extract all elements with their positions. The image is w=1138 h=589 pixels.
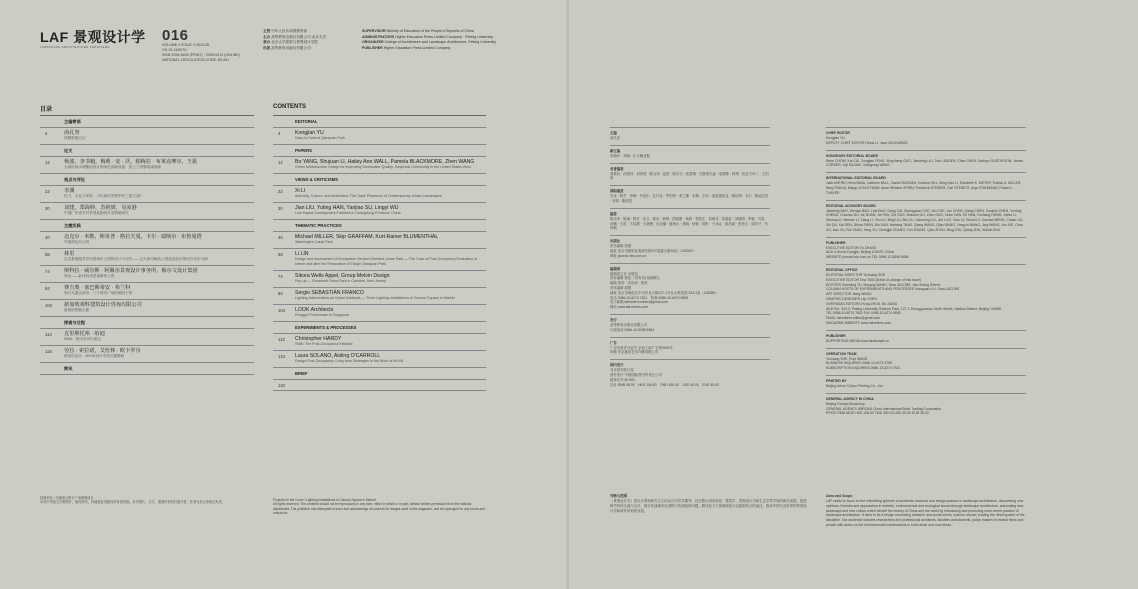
toc-title: Diary to Defend Qiaoyuan Park (295, 136, 345, 141)
toc-entry (40, 232, 254, 249)
toc-page-number: 92 (278, 290, 283, 296)
toc-section-heading: VIEWS & CRITICISMS (273, 174, 486, 186)
toc-entry (40, 186, 254, 203)
toc-page-number: 134 (278, 382, 285, 388)
toc-page-number: 4 (45, 131, 48, 136)
staff-heading: 名誉编委 (610, 166, 624, 171)
staff-text: 杰克 · 阿亨 · 李嵘 · 丹尼尔 · 扎什克 · 罗伯特 · 弗兰斯 · 米勒 · 王昀 · 弗雷德里克 · 斯坦纳 · 卡尔 · 斯坦尼茨 · 安妮 · 斯派恩 (610, 194, 769, 203)
staff-heading: 副主编 (610, 148, 621, 153)
staff-heading: 主编 (610, 131, 617, 135)
toc-title: Green Infrastructure Design for Improving Stormwater Quality: Daybreak Community in the United States West (295, 165, 471, 170)
toc-page-number: 124 (45, 349, 52, 354)
toc-entry (273, 157, 486, 174)
staff-text: 周维权 · 孙筱祥 · 刘家琨 · 陈为邦 · 崔愷 · 陈可石 · 凯瑟琳 · 古斯塔夫森 · 詹姆斯 · 科纳 · 佐佐木叶二 · 王向荣 (610, 171, 769, 181)
toc-entry (273, 186, 486, 203)
toc-author: Kongjian YU (295, 130, 324, 136)
toc-author: 杨波，李书魁，梅莉 · 安 · 沃，帕梅拉 · 布莱克摩尔，王振 (64, 159, 198, 165)
toc-entry (40, 249, 254, 266)
toc-entry (273, 380, 486, 391)
toc-author: Sikora Wells Appel, Group Melvin Design (295, 272, 390, 279)
toc-entry (40, 157, 254, 174)
sponsor-label: SUPERVISOR (362, 29, 387, 33)
toc-title: 权力、文化与审美：当代城市景观中的三重“幻象” (64, 194, 142, 199)
toc-page-number: 12 (45, 160, 50, 165)
staff-text: SUPPORTING MEDIA www.landscape.cn (826, 338, 889, 343)
toc-entry (273, 305, 486, 322)
sponsor-label: 承办 (263, 40, 272, 45)
sponsor-text: 中华人民共和国教育部 (271, 29, 308, 33)
toc-title: 弹出——新泽西州普莱斯顿公园 (64, 274, 115, 279)
toc-section-heading: EXPERIMENTS & PROCESSES (273, 322, 486, 334)
toc-page-number: 92 (45, 286, 50, 291)
sponsor-text: Higher Education Press Limited Company · Peking University (395, 34, 493, 39)
staff-text: 俞孔坚 (610, 136, 621, 140)
toc-author: 刘建，郑海婷，苏艳妍，吴凌港 (64, 205, 137, 211)
about-cn-heading: 刊物与范围 (610, 494, 627, 498)
staff-block (610, 163, 770, 182)
toc-author: Xi LI (295, 188, 306, 194)
toc-page-number: 74 (45, 269, 50, 274)
staff-block (826, 150, 1026, 169)
staff-text: 高等教育出版社有限公司 订阅电话 0086-10-5298 6664 (610, 322, 655, 332)
toc-entry (40, 203, 254, 220)
about-en-heading: Aims and Scope (826, 494, 853, 498)
staff-heading: 编委 (610, 211, 617, 216)
toc-entry (273, 271, 486, 288)
toc-section-heading: 主题实践 (40, 220, 254, 232)
staff-heading: PUBLISHER (826, 333, 846, 338)
toc-author: 新加坡观科建筑设计咨询有限公司 (64, 302, 142, 308)
toc-title: Washington Canal Park (295, 240, 333, 245)
staff-text: 北京报刊发行局 国外发行 中国国际图书贸易总公司 邮发代号 80-961 定价 RMB 58.00 HKD 108.00 TWD 450.00 USD 40.00 EUR 35.00 (610, 368, 719, 387)
cover-note-cn: 封面项目 / 马德里丘埃卡广场照明设计 本刊中刊登文字和图片，版权所有，转载需征得版权所有者同意。本刊图片、文字、插图所有权归原作者，作者为其文章观点负责。 (40, 496, 225, 505)
sponsor-text: Ministry of Education of the People's Republic of China (386, 29, 474, 33)
toc-title: 使用后设计：MVVA设计中的长期策略 (64, 354, 125, 359)
toc-entry (40, 266, 254, 283)
staff-text: Beijing Artron Colour Printing Co., Ltd. (826, 383, 884, 388)
toc-en-body (273, 116, 486, 391)
toc-author: Jian LIU, Yuting HAN, Yanjiao SU, Lingyi WU (295, 205, 399, 211)
toc-page-number: 22 (45, 189, 50, 194)
staff-heading: 国际编委 (610, 189, 624, 194)
sponsors-chinese (263, 29, 358, 51)
toc-section-heading: PAPERS (273, 145, 486, 157)
staff-heading: 发行 (610, 317, 617, 322)
toc-entry (273, 128, 486, 145)
toc-title: SWA：使用后评价测定 (64, 337, 101, 342)
staff-text: Beijing Foreign Bookshop GENERAL AGENCY ABROAD China International Book Trading Corporation PRICE RMB 58.00 HKD 108.00 TWD 450.00 USD 40.00 EUR 35.00 (826, 401, 942, 416)
toc-section-heading: 探索与过程 (40, 317, 254, 329)
sponsor-text: College of Architecture and Landscape Architecture, Peking University (384, 40, 497, 45)
toc-entry (273, 249, 486, 271)
toc-entry (273, 351, 486, 368)
staff-block (610, 359, 770, 387)
toc-page-number: 58 (45, 252, 50, 257)
about-en-text: LAF seeks to focus on the interesting spheres of academic research and design practice in landscape architecture, discovering new opinions, theories and approaches in esthetic, environmental and ecological issues through landscape architecture, advocating new landscape and new culture which benefit the beauty of China and the world by introducing and promoting most recent practice of landscape architecture. It aims to be a bridge connecting research and social needs, science and art, leading the development of the discipline. Our audience includes researchers and professional architects, faculties and students, policy makers in related fields and people with works on the environmental constructions in both urban and rural areas. (826, 499, 1025, 527)
staff-block (610, 127, 770, 141)
staff-block (826, 348, 1026, 371)
toc-page-number: 30 (278, 206, 283, 211)
toc-title: Lighting Interventions as Urban Catalysts — Three Lighting Installations in Chueca Square in Madrid (295, 296, 455, 300)
staff-heading: 国内发行 (610, 363, 624, 368)
sponsor-label: ORGANIZER (362, 40, 385, 45)
toc-page-number: 74 (278, 273, 283, 279)
toc-entry (40, 300, 254, 317)
toc-author: Li LIN (295, 251, 309, 257)
sponsor-label: PUBLISHER (362, 45, 384, 50)
staff-text: 陈永军 · 陈海 · 程冬 · 邓卫 · 郭庆 · 韩锋 · 侯晓蕾 · 黄莉 · 李凯生 · 刘海龙 · 刘滨谊 · 刘晓明 · 罗毅 · 马春 · 孙鹏 · 王浩 · 王绍增 · 王晓俊 · 吴良镛 · 夏海山 · 谢纯 · 杨锐 · 易彬 · 于冰沁 · 俞昌斌 · 张晋石 · 周年兴 · 朱育帆 (610, 216, 768, 231)
toc-title: Design and Assessment of Ecosystem Service-Oriented Urban Park — The Case of Post Occupancy Evaluation of before and after the Restoration of Tianjin Qiaoyuan Park (295, 257, 478, 266)
staff-block (610, 235, 770, 258)
toc-author: 林里 (64, 251, 75, 257)
toc-page-number: 113 (278, 336, 285, 342)
toc-title-cn: 目录 (40, 104, 254, 116)
logo-text: LAF 景观设计学 (40, 29, 146, 45)
sponsor-text: 北京大学建筑与景观设计学院 (271, 40, 318, 45)
toc-title: 新加坡榜鹅长廊 (64, 308, 90, 313)
toc-entry (273, 203, 486, 220)
toc-title: 华盛顿运河公园 (64, 240, 90, 245)
toc-entry (40, 329, 254, 346)
staff-list-chinese (610, 127, 770, 391)
cover-note-en: Projects on the Cover / Lighting Installations in Chueca Square in Madrid All rights reserved. The contents should not be reproduced in any form, either in whole or in part, without written permission from the editorial department. The publisher has attempted to trace and acknowledge all sources for images used in this magazine, and we apologize for any errors and omissions. (273, 498, 485, 516)
toc-title-en: CONTENTS (273, 104, 486, 116)
toc-author: 斯科拉 · 威尔斯 · 阿佩尔景观设计事务所，梅尔文设计集团 (64, 268, 198, 274)
staff-text: EDITORIAL DIRECTOR Yichuang SHE EXECUTIVE EDITOR Tina TIAN (Editor-in-charge of this issue) EDITORS Xiaoming TU, Meyang WANG, Sara JACOBS, Jian Zhang Sriterd COLUMN HOSTS OF EXPERIMENTS AND PROCESSES Xiaoquan LIU, Sara JACOBS ART DIRECTOR Jiang WANG GRAPHIC DESIGNER Lily CHEN OVERSEAS EDITORS Hong ZHOU, Bo JIANG ADD Rm. 303-3, Peking University Science Park, 127-1 Zhongguancun North Street, Haidian District, Beijing 100080 TEL 0086-10-6274 7821 FAX 0086-10-6274 5605 EMAIL lafrontiers.editor@gmail.com MAGAZINE WEBSITE www.lafrontiers.com (826, 272, 1002, 325)
toc-page-number: 40 (45, 235, 50, 240)
toc-title: Low Impact Development Facilities in Guangdong Province, China (295, 211, 401, 216)
about-en (826, 494, 1026, 528)
toc-author: Bo YANG, Shujuan LI, Hailey Ann WALL, Pamela BLACKMORE, Zhen WANG (295, 159, 475, 165)
toc-page-number: 30 (45, 206, 50, 211)
staff-text: 编辑部主任 余娟宜 常务编辑 郭佳（具有执行编辑权） 编辑 张筠 · 宋东丽 · 蒋昊 美术编辑 胡慧 地址 北京市海淀区中关村北大街127-1号北太科技园 303-3室（100080） 电话 0086-10-6274 7821 传真 0086-10-6274 5505 电子邮箱 lafrontiers.editor@gmail.com 网站 www.lafrontiers.com (610, 271, 719, 310)
toc-author: 俞孔坚 (64, 130, 80, 136)
toc-section-heading: 简讯 (40, 363, 254, 375)
staff-text: Jiasheng BAO, Wenqiu BAO, Lina BAO, Gang CAI, Shengquan CHE, Wu CHE, Jun CHEN, Qiang CHEN, Tongbin CHEN, Yuming CHENG, Chunlan DU, Jie DUAN, Jie FAN, Chi GAO, Zhaobin GU, Zhen GUO, Linke HAN, Ke HAN, Fuchang HONG, Jinhui LI, Shuhua LI, Wenlan LI, Xiang LI, Yin LIU, Bing LIU, Bei LIU, Xiaoming LIU, Jun LUO, Xiao LV, Zhuoli LV, Xuemei MENG, Chuan OU, Shi QU, Kai REN, Dihua SHEN, Bin SUN, Haiming TANG, Qiang WANG, Qian WANG, Yongxin WANG, Jing WANG, Jun XIE, Chun XU, Jian XU, Rui YANG, Yang YU, Chongjie ZHANG, Yun ZHANG, Qian ZHOU, Bing ZHU, Qiang ZHU, Xiaolin ZHU (826, 208, 1024, 232)
toc-section-heading: 观点与评论 (40, 174, 254, 186)
toc-author: Laura SOLANO, Aisling O'CARROLL (295, 352, 381, 359)
toc-author: 李溪 (64, 188, 75, 194)
issue-line: CN 10-1105/TU (162, 48, 187, 52)
toc-section-heading: 论文 (40, 145, 254, 157)
sponsor-text: 高等教育出版社有限公司 (271, 45, 311, 50)
logo-subtitle: LANDSCAPE ARCHITECTURE FRONTIERS (40, 46, 110, 49)
toc-section-heading: EDITORIAL (273, 116, 486, 128)
staff-heading: 广告 (610, 340, 617, 345)
staff-heading: HONORARY EDITORIAL BOARD (826, 153, 879, 158)
staff-block (610, 337, 770, 356)
staff-block (826, 393, 1026, 416)
sponsor-label: 主管 (263, 29, 272, 33)
toc-entry (273, 334, 486, 351)
toc-title: 中国广东省乡村景观低影响开发策略研究 (64, 211, 129, 216)
staff-list-english (826, 127, 1026, 420)
staff-block (826, 237, 1026, 260)
issue-lines (162, 43, 240, 63)
issue-line: ISSN 2095-5405 (PRINT) · 2095-5413 (ONLINE) (162, 53, 240, 57)
toc-author: 赛吉奥 · 塞巴斯蒂安 · 弗兰科 (64, 285, 131, 291)
toc-title: SWA: The Post-Occupancy Initiative (295, 342, 353, 346)
toc-page-number: 113 (45, 332, 52, 337)
staff-block (610, 185, 770, 204)
toc-title: 钱塘野趣日记 (64, 136, 86, 141)
staff-text: 李迪华 · 邓晓 · 扎卡赖亚斯 (610, 153, 650, 158)
issue-line: NATIONAL CIRCULATION CODE: 80-961 (162, 58, 230, 62)
staff-text: Jack AHERN, Henri BAVA, Catherin BULL, Daniel DAZNIKA, Kristina HILL, Ming-Han LI, Elizabeth K. MEYER, Patrick A. MILLER, Mary PADUA, Margo SCHLEYMAN, Anne Whiston SPIRN, Frederick STEINER, Carl STEINITZ, Anja STAHMANN, Robert L. THAYER (826, 181, 1022, 195)
sponsor-label: 出版 (263, 45, 272, 50)
staff-heading: OPERATION TEAM (826, 351, 857, 356)
staff-block (826, 264, 1026, 326)
toc-page-number: 124 (278, 353, 285, 359)
sponsor-text: 高等教育出版社有限公司 北京大学 (271, 34, 327, 39)
toc-english (273, 104, 486, 391)
about-cn-text: 《景观设计学》是以专著和研究为主的双月刊学术期刊，旨在整合城市规划、建筑学、景观设计学和生态学等学科的研究成果，促进跨学科的交流与合作，探讨快速城市化进程中所面临的问题。期刊致力于探索理论与实践相结合的途径，推动中国乃至世界的景观设计学和城乡规划的发展。 (610, 499, 807, 513)
issue-info (162, 28, 240, 63)
staff-block (826, 172, 1026, 195)
toc-entry (273, 232, 486, 249)
issue-line: VOLUME 4 ISSUE 4 2015.08 (162, 43, 209, 47)
toc-chinese (40, 104, 254, 375)
toc-cn-body (40, 116, 254, 375)
toc-page-number: 58 (278, 252, 283, 257)
staff-heading: EDITORIAL OFFICE (826, 267, 858, 272)
toc-author: Sergio SEBASTIÁN FRANCO (295, 289, 364, 296)
toc-entry (40, 128, 254, 145)
toc-section-heading: THEMATIC PRACTICES (273, 220, 486, 232)
staff-heading: EDITORIAL ADVISORY BOARD (826, 203, 876, 208)
toc-title: Pop-up — Roosevelt Plaza Park in Camden, New Jersey (295, 279, 386, 283)
staff-text: 广告经营许可证号 京西工商广字第0430号 印刷 北京雅昌艺术印刷有限公司 (610, 345, 673, 355)
staff-block (610, 145, 770, 159)
laf-logo (40, 30, 146, 49)
toc-author: 克里斯托弗 · 哈迪 (64, 331, 105, 337)
toc-title: 为城市雨水调蓄而设计的绿色基础设施：昆士兰州黎明溪流域 (64, 165, 162, 170)
staff-text: Rene CHOW, Kai CUI, Zongjian FENG, Xingcheng GUO, Jianming LIU, Tom LEADER, Chao CHEN, Kathryn GUSTAFSON, James CORNER, Yoji SASAKI, Xiangrong WANG (826, 158, 1024, 168)
staff-heading: PUBLISHER (826, 240, 846, 245)
staff-heading: GENERAL AGENCY IN CHINA (826, 396, 874, 401)
staff-heading: 编辑部 (610, 266, 621, 271)
toc-title: 用灯光激活城市：三个城市广场的照明干预 (64, 291, 133, 296)
about-cn (610, 494, 810, 513)
toc-entry (40, 283, 254, 300)
staff-block (826, 375, 1026, 389)
toc-entry (273, 288, 486, 305)
toc-section-heading: 主编寄语 (40, 116, 254, 128)
toc-title: Authority, Culture, and Aesthetics: The Triple Phantoms of Contemporary Urban Landscapes (295, 194, 442, 199)
toc-page-number: 12 (278, 160, 283, 165)
staff-heading: PRINTED BY (826, 378, 847, 383)
staff-text: Kongjian YU DEPUTY CHIEF EDITOR Dihua LI, Jane ZACHARIAS (826, 136, 908, 145)
toc-page-number: 22 (278, 189, 283, 194)
staff-block (610, 263, 770, 310)
staff-block (826, 200, 1026, 233)
toc-page-number: 4 (278, 131, 281, 136)
toc-title: Design Post-Occupancy: Long-term Strategies in the Work of MVVA (295, 359, 404, 363)
toc-page-number: 104 (45, 303, 52, 308)
issue-number: 016 (162, 27, 189, 44)
toc-author: 劳拉 · 索拉诺，艾丝林 · 欧卡罗尔 (64, 348, 141, 354)
staff-block (826, 330, 1026, 344)
staff-heading: 出版社 (610, 239, 621, 244)
sponsor-label: 主办 (263, 34, 272, 39)
toc-page-number: 104 (278, 307, 285, 313)
staff-block (826, 127, 1026, 146)
staff-text: Yuhuang SHE, Ruyi WANG BUSINESS INQUIRIES 0086-10-6274 3780 SUBSCRIPTION INQUIRIES 0086-10-6274 7821 (826, 356, 901, 371)
toc-page-number: 40 (278, 235, 283, 240)
toc-title: Punggol Promenade in Singapore (295, 313, 349, 317)
toc-author: LOOK Architects (295, 306, 334, 313)
sponsor-text: Higher Education Press Limited Company (383, 45, 451, 50)
staff-heading: CHIEF EDITOR (826, 131, 850, 135)
sponsor-label: ADMINISTRATORS (362, 34, 396, 39)
staff-heading: INTERNATIONAL EDITORIAL BOARD (826, 176, 886, 181)
toc-author: 迈克尔 · 米勒，斯奇普 · 格拉夫曼，卡尔 · 瑞纳尔 · 布鲁曼塔 (64, 234, 202, 240)
sponsor-row (263, 46, 358, 52)
toc-title: 生态系统服务导向型城市公园的设计与评价——以天津市解放公园改造前后使用后评价为例 (64, 257, 208, 262)
toc-author: Christopher HARDY (295, 335, 342, 342)
toc-entry (40, 346, 254, 363)
staff-text: EXECUTIVE EDITOR Yu ZHANG ADD 4 Huixin Dongjie, Beijing 100029, China WEBSITE journal.hep.com.cn TEL 0086-10-5856 6488 (826, 245, 909, 260)
staff-block (610, 314, 770, 333)
toc-section-heading: BRIEF (273, 368, 486, 380)
toc-author: Michael MILLER, Skip GRAFFAM, Kurt-Rainer BLUMENTHAL (295, 234, 439, 240)
staff-text: 责任编辑 张强 地址 北京市朝阳区惠新东街4号富盛大厦15层（100029） 网址 journal.hep.com.cn (610, 244, 696, 258)
staff-block (610, 208, 770, 231)
sponsors-english (362, 29, 542, 51)
sponsor-row (362, 46, 542, 52)
